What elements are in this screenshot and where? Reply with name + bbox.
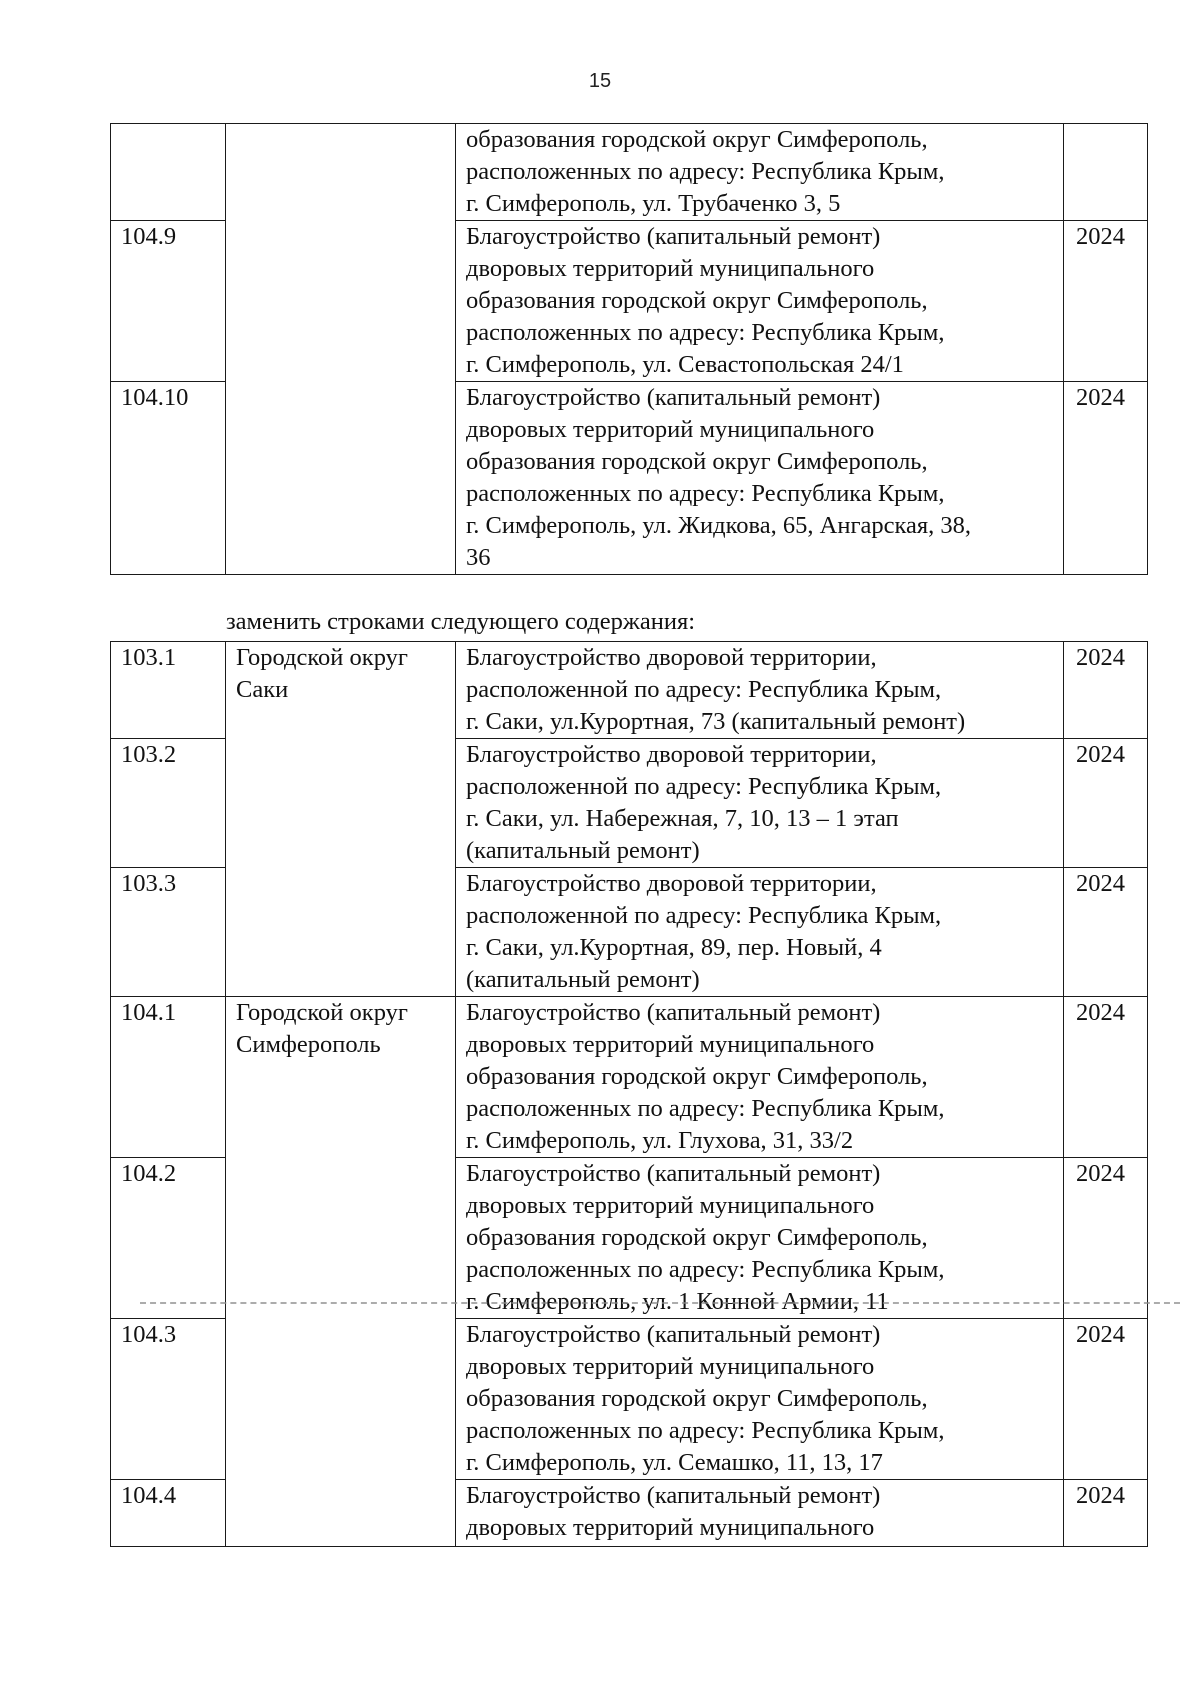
row-number-cell: 104.10 — [111, 382, 226, 575]
year-cell: 2024 — [1064, 221, 1148, 382]
row-number-cell: 104.3 — [111, 1319, 226, 1480]
year-cell: 2024 — [1064, 868, 1148, 997]
page-number: 15 — [588, 70, 612, 92]
year-cell: 2024 — [1064, 642, 1148, 739]
table-row — [111, 642, 1148, 739]
year-cell: 2024 — [1064, 382, 1148, 575]
description-cell: Благоустройство (капитальный ремонт) дворовых территорий муниципального — [456, 1480, 1064, 1547]
year-cell: 2024 — [1064, 1319, 1148, 1480]
year-cell: 2024 — [1064, 1480, 1148, 1547]
row-number-cell: 104.4 — [111, 1480, 226, 1547]
region-cell — [226, 124, 456, 575]
description-cell: Благоустройство (капитальный ремонт) дворовых территорий муниципального образования городской округ Симферополь, расположенных по адресу: Республика Крым, г. Симферополь, ул. Глухова, 31, 33/2 — [456, 997, 1064, 1158]
description-cell: Благоустройство (капитальный ремонт) дворовых территорий муниципального образования городской округ Симферополь, расположенных по адресу: Республика Крым, г. Симферополь, ул. Севастопольская 24/1 — [456, 221, 1064, 382]
projects-table-old — [110, 123, 1148, 575]
year-cell: 2024 — [1064, 997, 1148, 1158]
table-row — [111, 997, 1148, 1158]
row-number-cell: 104.9 — [111, 221, 226, 382]
scan-fold-line — [140, 1302, 1180, 1304]
description-cell: Благоустройство (капитальный ремонт) дворовых территорий муниципального образования городской округ Симферополь, расположенных по адресу: Республика Крым, г. Симферополь, ул. Жидкова, 65, Ангарская, 38, 36 — [456, 382, 1064, 575]
region-cell: Городской округ Симферополь — [226, 997, 456, 1547]
row-number-cell — [111, 124, 226, 221]
description-cell: Благоустройство (капитальный ремонт) дворовых территорий муниципального образования городской округ Симферополь, расположенных по адресу: Республика Крым, г. Симферополь, ул. Семашко, 11, 13, 17 — [456, 1319, 1064, 1480]
row-number-cell: 104.1 — [111, 997, 226, 1158]
projects-table-new — [110, 641, 1148, 1547]
region-cell: Городской округ Саки — [226, 642, 456, 997]
description-cell: Благоустройство (капитальный ремонт) дворовых территорий муниципального образования городской округ Симферополь, расположенных по адресу: Республика Крым, г. Симферополь, ул. 1 Конной Армии, 11 — [456, 1158, 1064, 1319]
row-number-cell: 104.2 — [111, 1158, 226, 1319]
row-number-cell: 103.3 — [111, 868, 226, 997]
description-cell: Благоустройство дворовой территории, расположенной по адресу: Республика Крым, г. Саки, ул. Набережная, 7, 10, 13 – 1 этап (капитальный ремонт) — [456, 739, 1064, 868]
description-cell: Благоустройство дворовой территории, расположенной по адресу: Республика Крым, г. Саки, ул.Курортная, 73 (капитальный ремонт) — [456, 642, 1064, 739]
row-number-cell: 103.1 — [111, 642, 226, 739]
year-cell: 2024 — [1064, 1158, 1148, 1319]
description-cell: Благоустройство дворовой территории, расположенной по адресу: Республика Крым, г. Саки, ул.Курортная, 89, пер. Новый, 4 (капитальный ремонт) — [456, 868, 1064, 997]
year-cell: 2024 — [1064, 739, 1148, 868]
description-cell: образования городской округ Симферополь, расположенных по адресу: Республика Крым, г. Симферополь, ул. Трубаченко 3, 5 — [456, 124, 1064, 221]
replacement-lead-text: заменить строками следующего содержания: — [226, 608, 696, 635]
row-number-cell: 103.2 — [111, 739, 226, 868]
year-cell — [1064, 124, 1148, 221]
table-row — [111, 124, 1148, 221]
